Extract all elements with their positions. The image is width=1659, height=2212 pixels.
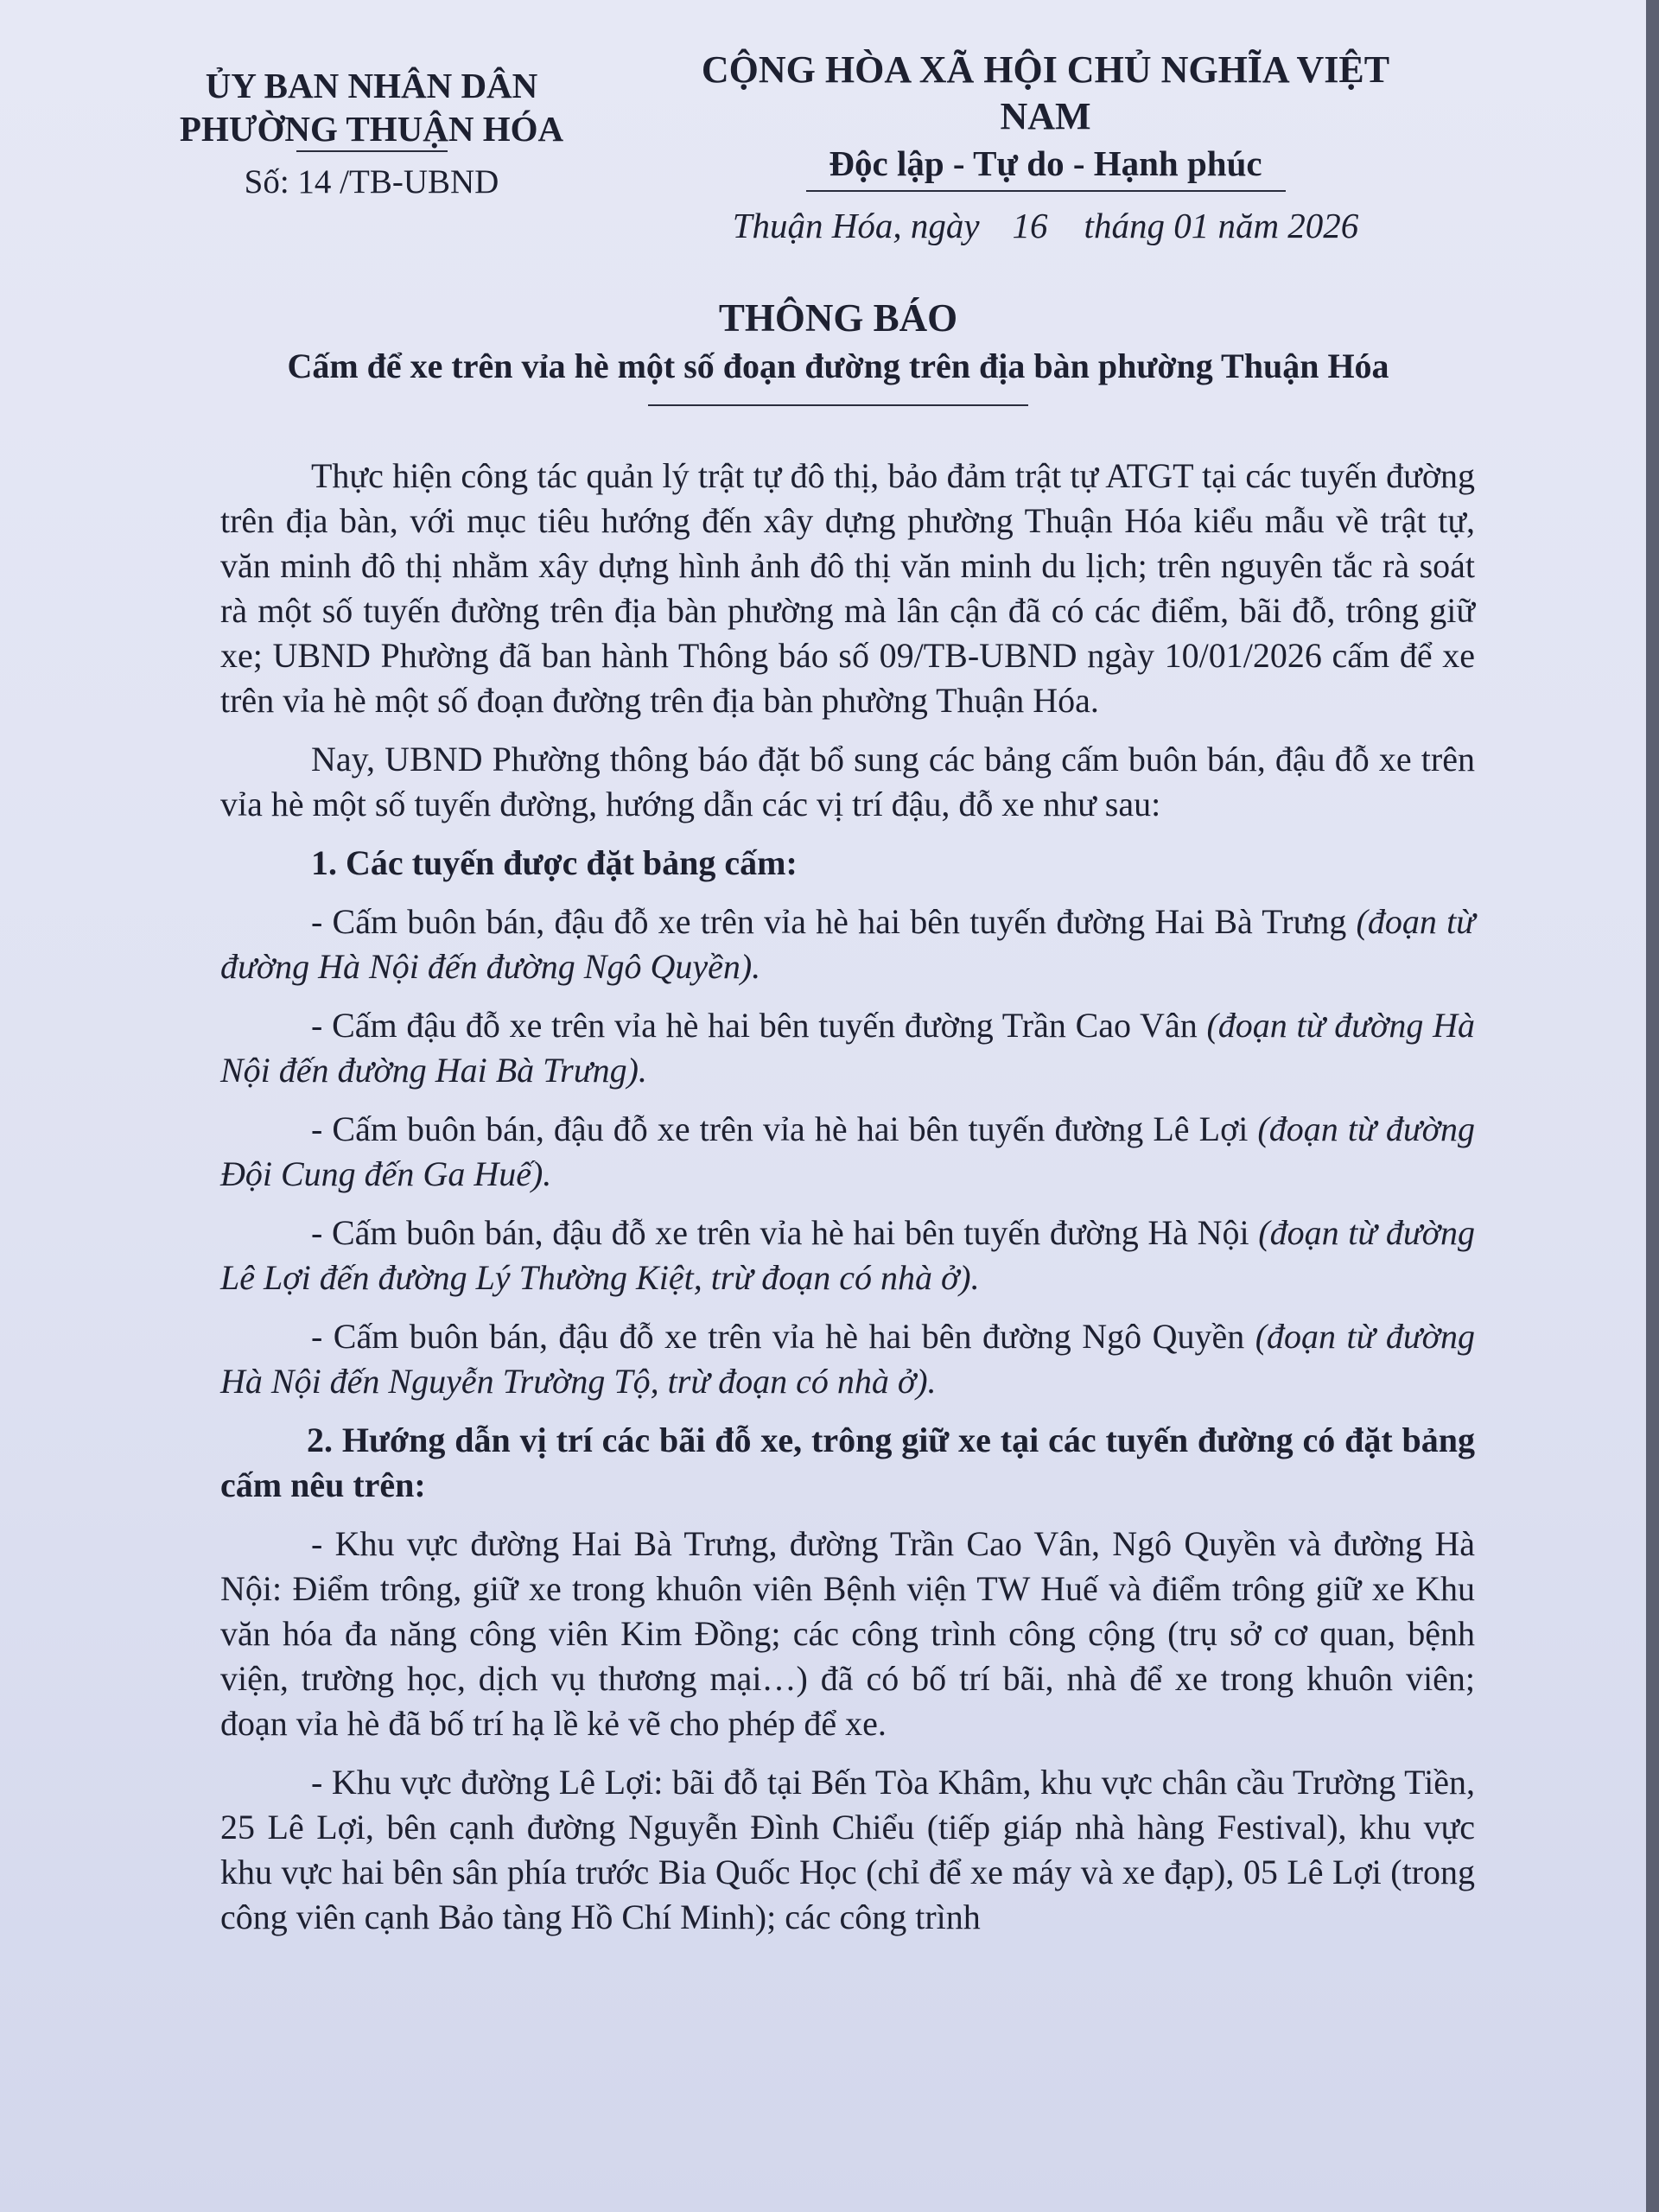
agency-name-line2: PHƯỜNG THUẬN HÓA — [179, 109, 564, 149]
title-underline — [648, 404, 1028, 406]
date-prefix: Thuận Hóa, ngày — [732, 206, 980, 245]
section2-heading: 2. Hướng dẫn vị trí các bãi đỗ xe, trông giữ xe tại các tuyến đường có đặt bảng cấm nêu trên: — [220, 1421, 1475, 1504]
notice-body — [220, 454, 1475, 1954]
section1-heading: 1. Các tuyến được đặt bảng cấm: — [311, 843, 798, 882]
national-header-block — [657, 47, 1434, 249]
agency-underline — [296, 150, 448, 152]
national-motto: Độc lập - Tự do - Hạnh phúc — [829, 143, 1262, 183]
agency-name-line1: ỦY BAN NHÂN DÂN — [205, 66, 538, 105]
page-edge-shadow — [1646, 0, 1659, 2212]
notice-subtitle: Cấm để xe trên vỉa hè một số đoạn đường trên địa bàn phường Thuận Hóa — [287, 346, 1389, 385]
notice-title: THÔNG BÁO — [718, 296, 958, 340]
document-number: Số: 14 /TB-UBND — [244, 163, 499, 200]
list-item: - Cấm buôn bán, đậu đỗ xe trên vỉa hè hai bên đường Ngô Quyền (đoạn từ đường Hà Nội đến Nguyễn Trường Tộ, trừ đoạn có nhà ở). — [220, 1317, 1476, 1401]
list-item: - Cấm đậu đỗ xe trên vỉa hè hai bên tuyến đường Trần Cao Vân (đoạn từ đường Hà Nội đến đường Hai Bà Trưng). — [220, 1006, 1475, 1090]
list-item: - Cấm buôn bán, đậu đỗ xe trên vỉa hè hai bên tuyến đường Lê Lợi (đoạn từ đường Đội Cung đến Ga Huế). — [220, 1109, 1475, 1193]
section2-paragraph1: - Khu vực đường Hai Bà Trưng, đường Trần Cao Vân, Ngô Quyền và đường Hà Nội: Điểm trông, giữ xe trong khuôn viên Bệnh viện TW Huế và điểm trông giữ xe Khu văn hóa đa năng công viên Kim Đồng; các công trình công cộng (trụ sở cơ quan, bệnh viện, trường học, dịch vụ thương mại…) đã có bố trí bãi, nhà để xe trong khuôn viên; đoạn vỉa hè đã bố trí hạ lề kẻ vẽ cho phép để xe. — [220, 1524, 1475, 1743]
notice-title-block — [173, 292, 1503, 406]
date-suffix: tháng 01 năm 2026 — [1084, 206, 1359, 245]
intro-paragraph: Thực hiện công tác quản lý trật tự đô thị, bảo đảm trật tự ATGT tại các tuyến đường trên địa bàn, với mục tiêu hướng đến xây dựng phường Thuận Hóa kiểu mẫu về trật tự, văn minh đô thị nhằm xây dựng hình ảnh đô thị văn minh du lịch; trên nguyên tắc rà soát rà một số tuyến đường trên địa bàn phường mà lân cận đã có các điểm, bãi đỗ, trông giữ xe; UBND Phường đã ban hành Thông báo số 09/TB-UBND ngày 10/01/2026 cấm để xe trên vỉa hè một số đoạn đường trên địa bàn phường Thuận Hóa. — [220, 456, 1475, 720]
notice-paragraph: Nay, UBND Phường thông báo đặt bổ sung các bảng cấm buôn bán, đậu đỗ xe trên vỉa hè một số tuyến đường, hướng dẫn các vị trí đậu, đỗ xe như sau: — [220, 740, 1475, 823]
issue-date — [657, 202, 1434, 249]
section2-paragraph2: - Khu vực đường Lê Lợi: bãi đỗ tại Bến Tòa Khâm, khu vực chân cầu Trường Tiền, 25 Lê Lợi, bên cạnh đường Nguyễn Đình Chiểu (tiếp giáp nhà hàng Festival), khu vực khu vực hai bên sân phía trước Bia Quốc Học (chỉ để xe máy và xe đạp), 05 Lê Lợi (trong công viên cạnh Bảo tàng Hồ Chí Minh); các công trình — [220, 1763, 1475, 1936]
date-day: 16 — [1012, 206, 1048, 245]
list-item: - Cấm buôn bán, đậu đỗ xe trên vỉa hè hai bên tuyến đường Hà Nội (đoạn từ đường Lê Lợi đến đường Lý Thường Kiệt, trừ đoạn có nhà ở). — [220, 1213, 1475, 1297]
list-item: - Cấm buôn bán, đậu đỗ xe trên vỉa hè hai bên tuyến đường Hai Bà Trưng (đoạn từ đường Hà Nội đến đường Ngô Quyền). — [220, 902, 1476, 986]
country-name: CỘNG HÒA XÃ HỘI CHỦ NGHĨA VIỆT NAM — [701, 48, 1390, 137]
motto-underline — [806, 190, 1286, 192]
issuing-agency-block — [156, 64, 588, 204]
